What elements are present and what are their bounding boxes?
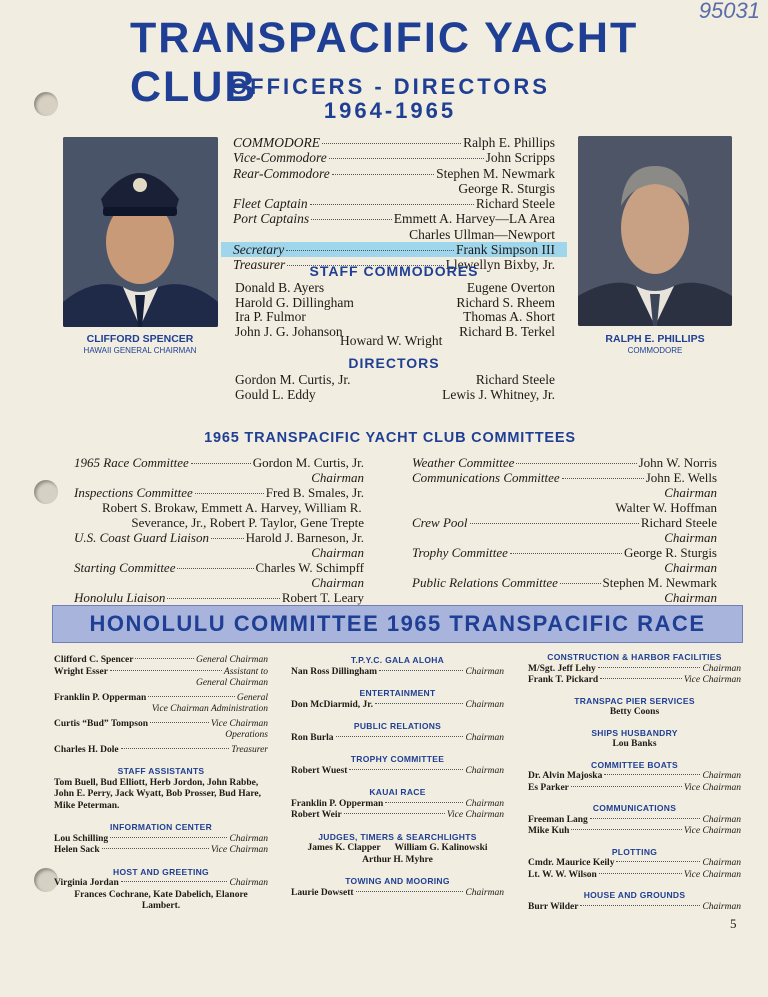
- committee-members: Walter W. Hoffman: [615, 500, 717, 515]
- director-name: Richard Steele: [475, 372, 555, 387]
- director-name: Lewis J. Whitney, Jr.: [442, 386, 555, 402]
- staff-name: Donald B. Ayers: [235, 280, 325, 295]
- officer-row: COMMODORE Ralph E. Phillips: [233, 135, 555, 150]
- judges-names: James K. Clapper William G. Kalinowski: [307, 843, 488, 853]
- staff-assistants-heading: STAFF ASSISTANTS: [117, 766, 205, 776]
- committee-row: U.S. Coast Guard Liaison Harold J. Barneson, Jr.: [74, 530, 364, 545]
- host-greeting-text: Frances Cochrane, Kate Dabelich, Elanore Lambert.: [74, 889, 248, 911]
- committee-row: Public Relations Committee Stephen M. Newmark: [412, 575, 717, 590]
- committee-row: Starting Committee Charles W. Schimpff: [74, 560, 364, 575]
- committee-chair: Chairman: [311, 545, 364, 560]
- ships-husbandry-name: Lou Banks: [612, 739, 657, 749]
- staff-right-list: [400, 281, 555, 339]
- director-name: Gordon M. Curtis, Jr.: [235, 372, 351, 387]
- committee-chair: Chairman: [311, 575, 364, 590]
- staff-name: Thomas A. Short: [463, 309, 555, 324]
- col1-entry: Curtis “Bud” Tompson Vice Chairman: [54, 718, 268, 729]
- committees-right: [412, 455, 717, 605]
- col1-entry: Wright Esser Assistant to: [54, 666, 268, 677]
- kauai-race-heading: KAUAI RACE: [369, 787, 426, 797]
- col3-entry: Freeman Lang Chairman: [528, 814, 741, 825]
- pier-services-heading: TRANSPAC PIER SERVICES: [574, 695, 695, 706]
- judges-heading: JUDGES, TIMERS & SEARCHLIGHTS: [318, 831, 477, 842]
- staff-name: Richard S. Rheem: [456, 294, 555, 310]
- col3-entry: Dr. Alvin Majoska Chairman: [528, 771, 741, 781]
- col2-entry: Franklin P. Opperman Chairman: [291, 798, 504, 809]
- committee-row: Crew Pool Richard Steele: [412, 515, 717, 530]
- committee-row: Inspections Committee Fred B. Smales, Jr.: [74, 485, 364, 500]
- col3-entry: Burr Wilder Chairman: [528, 901, 741, 912]
- punch-hole: [34, 92, 58, 116]
- officer-row: Charles Ullman—Newport: [409, 226, 555, 242]
- page-number: 5: [730, 916, 737, 931]
- committee-row: Weather Committee John W. Norris: [412, 455, 717, 470]
- col1-entry: Clifford C. Spencer General Chairman: [54, 655, 268, 665]
- honolulu-heading: HONOLULU COMMITTEE 1965 TRANSPACIFIC RACE: [89, 611, 706, 636]
- handwritten-note: 95031: [698, 0, 760, 23]
- officers-heading: OFFICERS - DIRECTORS: [230, 74, 550, 99]
- staff-name: Harold G. Dillingham: [235, 294, 354, 310]
- directors-left: [235, 373, 351, 402]
- col3-entry: M/Sgt. Jeff Lehy Chairman: [528, 663, 741, 674]
- col3-entry: Es Parker Vice Chairman: [528, 782, 741, 793]
- plotting-heading: PLOTTING: [611, 846, 658, 857]
- directors-heading: DIRECTORS: [348, 355, 440, 371]
- info-center-heading: INFORMATION CENTER: [109, 822, 213, 832]
- col2-entry: Ron Burla Chairman: [291, 732, 504, 743]
- col1-role: General Chairman: [195, 678, 268, 688]
- col1-role: Operations: [225, 730, 268, 740]
- col1-entry: Virginia Jordan Chairman: [54, 878, 268, 888]
- towing-heading: TOWING AND MOORING: [345, 876, 450, 886]
- col3-entry: Cmdr. Maurice Keily Chairman: [528, 858, 741, 868]
- staff-name: Ira P. Fulmor: [235, 309, 306, 324]
- col2-entry: Laurie Dowsett Chairman: [291, 887, 504, 898]
- committee-boats-heading: COMMITTEE BOATS: [591, 759, 678, 770]
- committee-members: Robert S. Brokaw, Emmett A. Harvey, William R.: [102, 500, 362, 515]
- director-name: Gould L. Eddy: [235, 386, 316, 402]
- public-relations-heading: PUBLIC RELATIONS: [353, 721, 442, 731]
- honolulu-col1: [54, 655, 268, 913]
- honolulu-col2: [291, 655, 504, 899]
- col3-entry: Mike Kuh Vice Chairman: [528, 826, 741, 836]
- left-photo-role: HAWAII GENERAL CHAIRMAN: [83, 346, 197, 355]
- officer-row: Port Captains Emmett A. Harvey—LA Area: [233, 211, 555, 227]
- directors-right: [400, 373, 555, 402]
- committees-left: [74, 455, 364, 605]
- construction-heading: CONSTRUCTION & HARBOR FACILITIES: [547, 652, 722, 662]
- officer-row: Rear-Commodore Stephen M. Newmark: [233, 165, 555, 181]
- year-heading: 1964-1965: [323, 98, 457, 123]
- officer-row: George R. Sturgis: [458, 180, 555, 196]
- col1-entry: Charles H. Dole Treasurer: [54, 744, 268, 755]
- officer-row: Vice-Commodore John Scripps: [233, 150, 555, 166]
- officer-row-highlighted: Secretary Frank Simpson III: [221, 242, 567, 257]
- house-grounds-heading: HOUSE AND GROUNDS: [583, 890, 686, 900]
- col3-entry: Frank T. Pickard Vice Chairman: [528, 675, 741, 685]
- communications-heading: COMMUNICATIONS: [592, 803, 677, 813]
- page-title: TRANSPACIFIC YACHT CLUB: [130, 14, 639, 111]
- staff-name: Eugene Overton: [466, 280, 555, 295]
- clifford-spencer-photo: [63, 137, 218, 327]
- left-photo-name: CLIFFORD SPENCER: [86, 333, 194, 345]
- committee-chair: Chairman: [311, 470, 364, 485]
- entertainment-heading: ENTERTAINMENT: [359, 688, 436, 698]
- col2-entry: Nan Ross Dillingham Chairman: [291, 666, 504, 677]
- honolulu-col3: [528, 652, 741, 913]
- col2-entry: Robert Weir Vice Chairman: [291, 810, 504, 820]
- officer-row: Fleet Captain Richard Steele: [233, 196, 555, 212]
- committee-row: Honolulu Liaison Robert T. Leary: [74, 590, 364, 605]
- right-photo-name: RALPH E. PHILLIPS: [605, 333, 705, 345]
- staff-center-name: Howard W. Wright: [340, 333, 443, 348]
- col1-role: Vice Chairman Administration: [151, 704, 268, 714]
- col1-entry: Helen Sack Vice Chairman: [54, 845, 268, 855]
- honolulu-banner: [52, 605, 743, 643]
- committee-chair: Chairman: [664, 560, 717, 575]
- pier-services-name: Betty Coons: [609, 707, 660, 717]
- right-photo-role: COMMODORE: [627, 346, 683, 355]
- col2-entry: Don McDiarmid, Jr. Chairman: [291, 699, 504, 710]
- committee-row: Communications Committee John E. Wells: [412, 470, 717, 485]
- officers-list: [233, 135, 555, 273]
- committee-chair: Chairman: [664, 485, 717, 500]
- col1-entry: Franklin P. Opperman General: [54, 692, 268, 703]
- committee-row: Trophy Committee George R. Sturgis: [412, 545, 717, 560]
- col3-entry: Lt. W. W. Wilson Vice Chairman: [528, 869, 741, 880]
- committee-row: 1965 Race Committee Gordon M. Curtis, Jr.: [74, 455, 364, 470]
- punch-hole: [34, 480, 58, 504]
- committees-heading: 1965 TRANSPACIFIC YACHT CLUB COMMITTEES: [204, 430, 576, 446]
- staff-left-list: [235, 281, 354, 339]
- staff-assistants-text: Tom Buell, Bud Elliott, Herb Jordon, John Rabbe, John E. Perry, Jack Wyatt, Bob Prosser, Bud Hare, Mike Peterman.: [54, 777, 261, 811]
- staff-commodores-heading: STAFF COMMODORES: [309, 263, 479, 279]
- officer-row: Treasurer Llewellyn Bixby, Jr.: [233, 257, 555, 273]
- committee-chair: Chairman: [664, 590, 717, 605]
- col2-entry: Robert Wuest Chairman: [291, 765, 504, 776]
- committee-chair: Chairman: [664, 530, 717, 545]
- ralph-phillips-photo: [578, 136, 732, 326]
- col1-entry: Lou Schilling Chairman: [54, 833, 268, 844]
- judges-names: Arthur H. Myhre: [362, 854, 433, 865]
- staff-name: Richard B. Terkel: [459, 323, 555, 339]
- staff-name: John J. G. Johanson: [235, 323, 343, 339]
- ships-husbandry-heading: SHIPS HUSBANDRY: [591, 727, 678, 738]
- trophy-committee-heading: TROPHY COMMITTEE: [350, 754, 445, 764]
- committee-members: Severance, Jr., Robert P. Taylor, Gene Trepte: [131, 515, 364, 530]
- gala-aloha-heading: T.P.Y.C. GALA ALOHA: [350, 655, 445, 665]
- host-greeting-heading: HOST AND GREETING: [113, 866, 209, 877]
